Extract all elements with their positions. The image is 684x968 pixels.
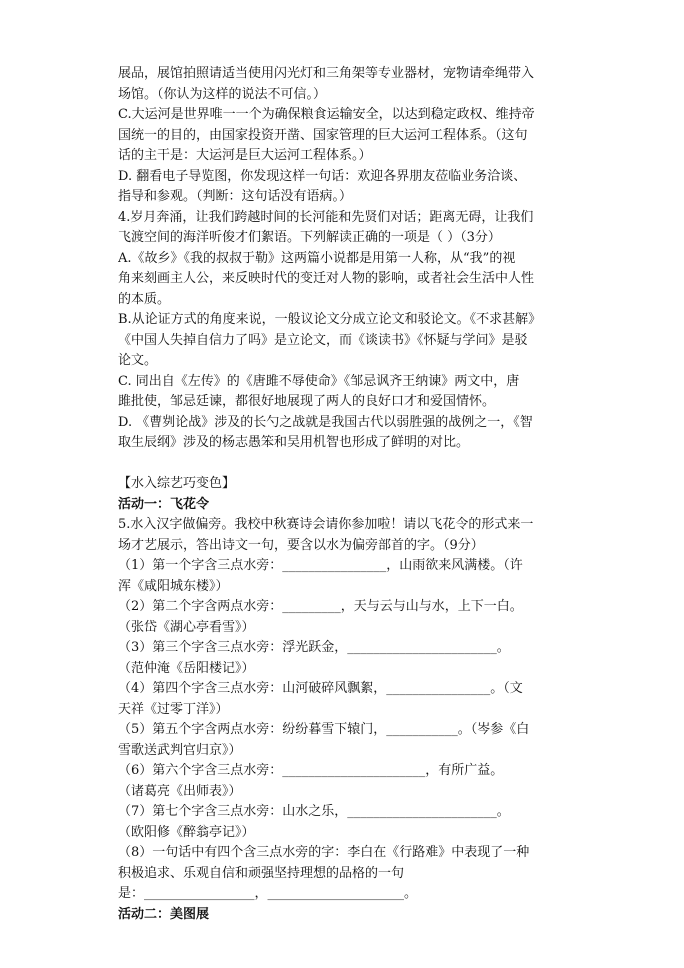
text-line: （4）第四个字含三点水旁：山河破碎风飘絮，________________。（文 — [118, 681, 523, 696]
text-line: D. 翻看电子导览图，你发现这样一句话：欢迎各界朋友莅临业务洽谈、 — [118, 168, 527, 184]
text-line: D. 《曹刿论战》涉及的长勺之战就是我国古代以弱胜强的战例之一，《智 — [118, 414, 533, 430]
text-line: （3）第三个字含三点水旁：浮光跃金，_______________________。 — [118, 640, 510, 655]
text-line: C. 同出自《左传》的《唐雎不辱使命》《邹忌讽齐王纳谏》两文中，唐 — [118, 373, 520, 389]
text-line: 雪歌送武判官归京》） — [118, 742, 242, 758]
text-line: 角来刻画主人公，来反映时代的变迁对人物的影响，或者社会生活中人性 — [118, 271, 535, 286]
text-line: 《中国人失掉自信力了吗》是立论文，而《谈读书》《怀疑与学问》是驳 — [118, 332, 528, 348]
text-line: （6）第六个字含三点水旁：______________________，有所广益。 — [118, 763, 504, 778]
text-line: （范仲淹《岳阳楼记》） — [118, 660, 255, 676]
text-line: 飞渡空间的海洋听俊才们絮语。下列解读正确的一项是（ ）（3分） — [118, 230, 501, 245]
text-line: （张岱《湖心亭看雪》） — [118, 619, 255, 635]
text-line: 积极追求、乐观自信和顽强坚持理想的品格的一句 — [118, 865, 405, 881]
text-line: 取生辰纲》涉及的杨志愚笨和吴用机智也形成了鲜明的对比。 — [118, 435, 470, 450]
text-line: 5.水入汉字做偏旁。我校中秋赛诗会请你参加啦！请以飞花令的形式来一 — [118, 517, 534, 532]
text-line: 论文。 — [118, 353, 158, 368]
section-heading: 活动二：美图展 — [118, 906, 210, 922]
text-line: A.《故乡》《我的叔叔于勒》这两篇小说都是用第一人称，从“我”的视 — [118, 250, 516, 266]
section-heading: 活动一：飞花令 — [118, 496, 210, 512]
text-line: 的本质。 — [118, 291, 171, 307]
text-line: 指导和参观。（判断：这句话没有语病。） — [118, 189, 353, 204]
text-line: （欧阳修《醉翁亭记》） — [118, 824, 255, 840]
text-line: C.大运河是世界唯一一个为确保粮食运输安全，以达到稳定政权、维持帝 — [118, 107, 535, 122]
text-line: B.从论证方式的角度来说，一般议论文分成立论文和驳论文。《不求甚解》 — [118, 312, 542, 327]
text-line: 场才艺展示，答出诗文一句，要含以水为偏旁部首的字。（9分） — [118, 537, 484, 553]
text-line: （1）第一个字含三点水旁：________________，山雨欲来风满楼。（许 — [118, 558, 523, 573]
text-line: 雎批使，邹忌廷谏，都很好地展现了两人的良好口才和爱国情怀。 — [118, 394, 496, 409]
text-line: 场馆。（你认为这样的说法不可信。） — [118, 86, 327, 102]
text-line: （7）第七个字含三点水旁：山水之乐，_______________________。 — [118, 804, 510, 819]
text-line: 展品，展馆拍照请适当使用闪光灯和三角架等专业器材，宠物请牵绳带入 — [118, 66, 535, 81]
text-line: 天祥《过零丁洋》） — [118, 701, 229, 717]
text-line: （诸葛亮《出师表》） — [118, 783, 242, 799]
text-line: 是：_________________，_____________________。 — [118, 886, 418, 901]
document-page — [118, 64, 578, 925]
text-line: 【水入综艺巧变色】 — [118, 476, 236, 491]
text-line: 国统一的目的，由国家投资开凿、国家管理的巨大运河工程体系。（这句 — [118, 127, 528, 143]
text-line: 话的主干是：大运河是巨大运河工程体系。） — [118, 148, 372, 163]
text-line: 4.岁月奔涌，让我们跨越时间的长河能和先贤们对话；距离无碍，让我们 — [118, 209, 534, 225]
text-line: 浑《咸阳城东楼》） — [118, 578, 229, 594]
text-line — [118, 454, 578, 475]
text-line: （2）第二个字含两点水旁：_________，天与云与山与水，上下一白。 — [118, 599, 523, 614]
text-line: （8）一句话中有四个含三点水旁的字：李白在《行路难》中表现了一种 — [118, 845, 530, 860]
text-line: （5）第五个字含两点水旁：纷纷暮雪下辕门，___________。（岑参《白 — [118, 722, 530, 737]
